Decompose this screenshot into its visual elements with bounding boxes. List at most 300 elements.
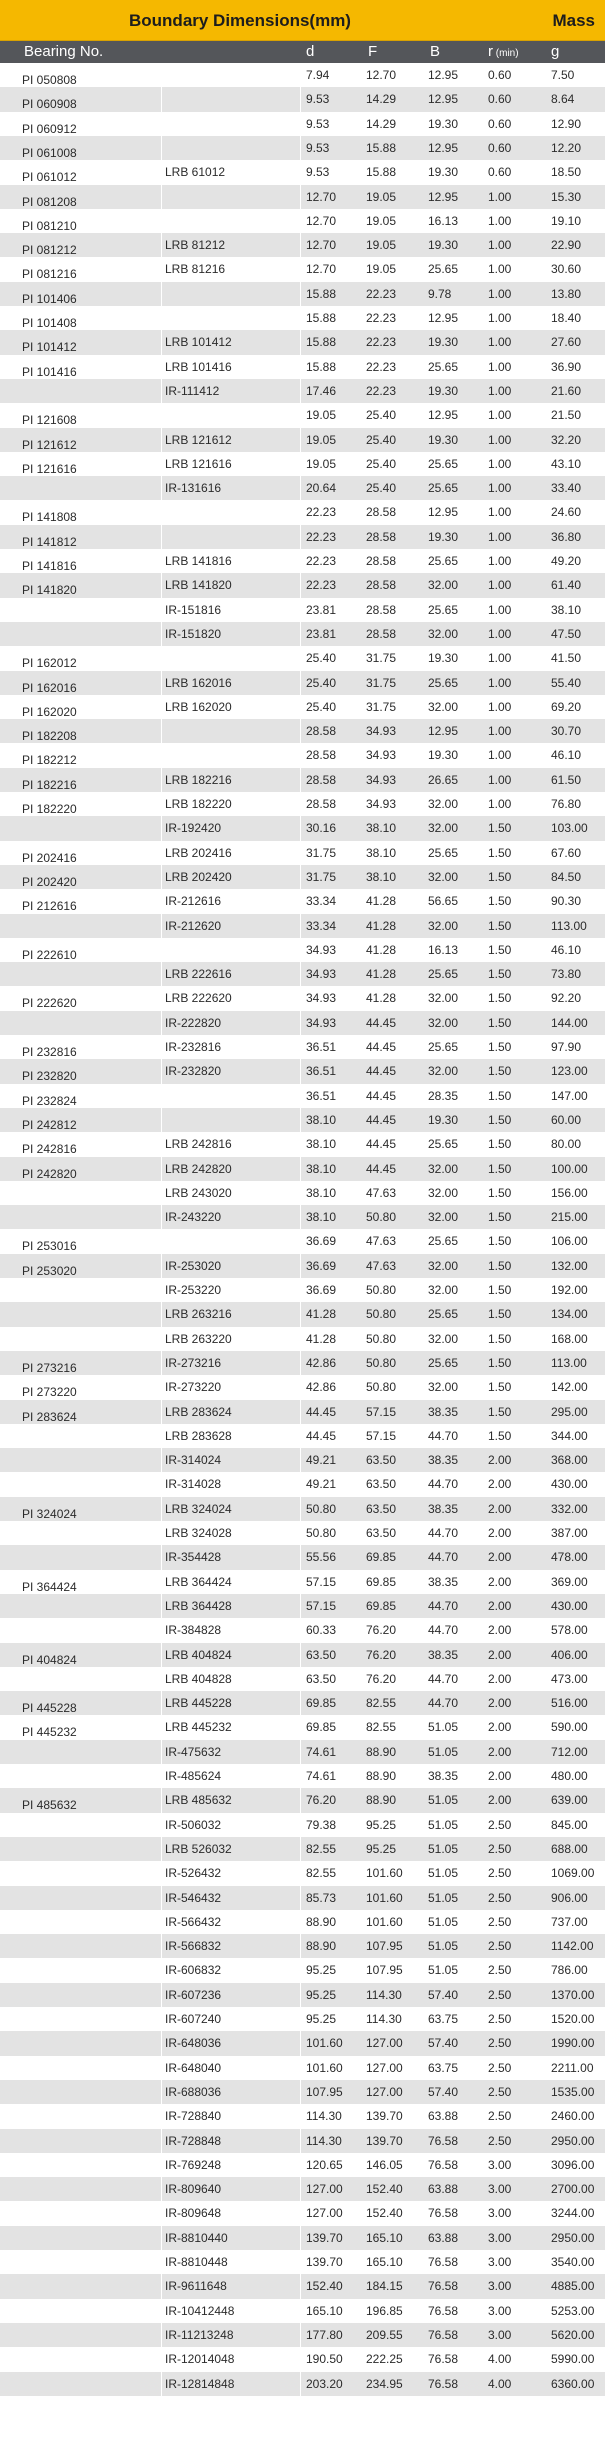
cell-bearing-alt: IR-11213248 xyxy=(165,2327,234,2342)
cell-F: 38.10 xyxy=(366,869,397,884)
cell-B: 19.30 xyxy=(428,335,459,350)
cell-d: 36.69 xyxy=(306,1283,337,1297)
cell-B: 9.78 xyxy=(428,286,452,301)
column-divider xyxy=(161,889,162,913)
cell-r: 1.50 xyxy=(488,1307,512,1322)
table-row xyxy=(0,2129,605,2153)
cell-bearing-alt: IR-8810440 xyxy=(165,2230,228,2245)
cell-bearing-pi: PI 121616 xyxy=(22,461,77,476)
table-row xyxy=(0,428,605,452)
cell-bearing-alt: LRB 324024 xyxy=(165,1501,232,1516)
cell-bearing-alt: IR-273220 xyxy=(165,1380,222,1395)
cell-bearing-pi: PI 162020 xyxy=(22,704,77,719)
cell-d: 25.40 xyxy=(306,675,337,690)
cell-B: 44.70 xyxy=(428,1428,459,1443)
mass-label: Mass xyxy=(552,11,595,30)
cell-B: 76.58 xyxy=(428,2157,459,2172)
column-divider xyxy=(161,962,162,986)
cell-g: 67.60 xyxy=(551,845,582,860)
cell-g: 30.60 xyxy=(551,262,582,277)
cell-B: 51.05 xyxy=(428,1866,459,1881)
cell-B: 32.00 xyxy=(428,1331,459,1346)
cell-g: 21.60 xyxy=(551,383,582,398)
cell-r: 1.00 xyxy=(488,311,512,325)
cell-d: 36.51 xyxy=(306,1040,337,1054)
column-divider xyxy=(161,1132,162,1156)
cell-B: 19.30 xyxy=(428,529,459,544)
column-divider xyxy=(300,1497,301,1521)
column-divider xyxy=(300,2347,301,2371)
cell-bearing-pi: PI 242820 xyxy=(22,1166,77,1181)
cell-B: 32.00 xyxy=(428,626,459,641)
cell-B: 25.65 xyxy=(428,1040,459,1054)
cell-g: 113.00 xyxy=(551,1355,587,1370)
column-divider xyxy=(161,1497,162,1521)
table-row xyxy=(0,500,605,524)
cell-B: 19.30 xyxy=(428,165,459,180)
cell-B: 32.00 xyxy=(428,1210,459,1225)
cell-F: 196.85 xyxy=(366,2303,403,2318)
cell-F: 63.50 xyxy=(366,1526,397,1540)
cell-F: 25.40 xyxy=(366,432,397,447)
column-divider xyxy=(300,841,301,865)
cell-bearing-alt: LRB 81216 xyxy=(165,262,226,277)
column-divider xyxy=(161,525,162,549)
cell-bearing-alt: LRB 101416 xyxy=(165,359,232,374)
cell-g: 430.00 xyxy=(551,1477,588,1492)
cell-g: 192.00 xyxy=(551,1283,588,1297)
cell-bearing-pi: PI 162016 xyxy=(22,680,77,695)
cell-d: 23.81 xyxy=(306,626,337,641)
cell-F: 95.25 xyxy=(366,1841,397,1856)
cell-r: 1.00 xyxy=(488,748,512,763)
cell-bearing-pi: PI 141812 xyxy=(22,534,77,549)
cell-g: 215.00 xyxy=(551,1210,588,1225)
cell-g: 516.00 xyxy=(551,1696,588,1711)
cell-F: 82.55 xyxy=(366,1720,397,1735)
cell-bearing-pi: PI 182216 xyxy=(22,777,77,792)
cell-bearing-pi: PI 182220 xyxy=(22,802,77,816)
cell-F: 44.45 xyxy=(366,1064,397,1079)
cell-d: 44.45 xyxy=(306,1428,337,1443)
cell-bearing-pi: PI 283624 xyxy=(22,1409,77,1424)
cell-g: 103.00 xyxy=(551,821,588,836)
table-row xyxy=(0,1157,605,1181)
cell-r: 1.50 xyxy=(488,1112,512,1127)
cell-g: 1990.00 xyxy=(551,2036,595,2051)
table-row xyxy=(0,2007,605,2031)
cell-g: 30.70 xyxy=(551,724,582,739)
column-divider xyxy=(161,1011,162,1035)
table-row xyxy=(0,233,605,257)
table-row xyxy=(0,2250,605,2274)
column-divider xyxy=(300,1327,301,1351)
column-divider xyxy=(300,816,301,840)
table-row xyxy=(0,768,605,792)
cell-d: 9.53 xyxy=(306,116,330,131)
column-divider xyxy=(300,2250,301,2274)
cell-F: 47.63 xyxy=(366,1258,397,1273)
cell-d: 165.10 xyxy=(306,2303,343,2318)
cell-bearing-alt: IR-648040 xyxy=(165,2060,222,2075)
cell-d: 95.25 xyxy=(306,1987,337,2002)
cell-d: 22.23 xyxy=(306,554,337,568)
column-divider xyxy=(161,160,162,184)
cell-r: 2.50 xyxy=(488,1841,512,1856)
cell-r: 0.60 xyxy=(488,140,512,155)
cell-r: 2.50 xyxy=(488,1866,512,1881)
cell-B: 32.00 xyxy=(428,1283,459,1297)
cell-B: 76.58 xyxy=(428,2352,459,2367)
cell-F: 22.23 xyxy=(366,359,397,374)
table-row xyxy=(0,1084,605,1108)
cell-r: 1.50 xyxy=(488,869,512,884)
cell-g: 90.30 xyxy=(551,894,582,909)
cell-d: 190.50 xyxy=(306,2352,343,2367)
table-row xyxy=(0,1983,605,2007)
cell-bearing-alt: LRB 445228 xyxy=(165,1696,232,1711)
cell-B: 51.05 xyxy=(428,1720,459,1735)
cell-bearing-pi: PI 253016 xyxy=(22,1239,77,1254)
cell-d: 152.40 xyxy=(306,2279,343,2294)
column-divider xyxy=(161,452,162,476)
cell-d: 33.34 xyxy=(306,894,337,909)
cell-B: 44.70 xyxy=(428,1623,459,1638)
cell-d: 38.10 xyxy=(306,1185,337,1200)
cell-d: 101.60 xyxy=(306,2060,343,2075)
column-divider xyxy=(161,1327,162,1351)
table-row xyxy=(0,160,605,184)
column-divider xyxy=(161,2250,162,2274)
cell-d: 12.70 xyxy=(306,262,337,277)
cell-g: 97.90 xyxy=(551,1040,582,1054)
column-divider xyxy=(161,1740,162,1764)
column-divider xyxy=(161,1958,162,1982)
cell-g: 132.00 xyxy=(551,1258,588,1273)
cell-g: 123.00 xyxy=(551,1064,588,1079)
cell-g: 480.00 xyxy=(551,1769,588,1783)
column-divider xyxy=(300,889,301,913)
table-row xyxy=(0,1181,605,1205)
column-divider xyxy=(300,2104,301,2128)
column-divider xyxy=(300,646,301,670)
cell-r: 2.50 xyxy=(488,2133,512,2148)
cell-r: 1.00 xyxy=(488,456,512,471)
column-divider xyxy=(161,2007,162,2031)
cell-d: 42.86 xyxy=(306,1380,337,1395)
cell-g: 406.00 xyxy=(551,1647,588,1662)
column-divider xyxy=(161,112,162,136)
cell-g: 295.00 xyxy=(551,1404,588,1419)
cell-B: 63.88 xyxy=(428,2109,459,2124)
table-row xyxy=(0,1400,605,1424)
table-row xyxy=(0,792,605,816)
cell-F: 76.20 xyxy=(366,1671,397,1686)
cell-bearing-alt: LRB 485632 xyxy=(165,1793,232,1808)
cell-B: 16.13 xyxy=(428,942,459,957)
cell-B: 63.88 xyxy=(428,2230,459,2245)
table-row xyxy=(0,1934,605,1958)
column-divider xyxy=(161,136,162,160)
cell-bearing-pi: PI 485632 xyxy=(22,1798,77,1813)
column-divider xyxy=(161,2372,162,2396)
cell-B: 16.13 xyxy=(428,213,459,228)
table-row xyxy=(0,914,605,938)
cell-B: 25.65 xyxy=(428,967,459,982)
cell-F: 76.20 xyxy=(366,1623,397,1638)
cell-d: 12.70 xyxy=(306,189,337,204)
table-row xyxy=(0,1691,605,1715)
cell-bearing-alt: LRB 182220 xyxy=(165,797,232,811)
cell-d: 20.64 xyxy=(306,481,337,496)
cell-r: 1.50 xyxy=(488,1088,512,1103)
cell-g: 55.40 xyxy=(551,675,582,690)
cell-bearing-alt: IR-728848 xyxy=(165,2133,222,2148)
cell-d: 177.80 xyxy=(306,2327,343,2342)
cell-bearing-pi: PI 061008 xyxy=(22,145,77,160)
column-divider xyxy=(161,63,162,87)
column-divider xyxy=(161,1229,162,1253)
col-d: d xyxy=(306,43,315,60)
column-divider xyxy=(300,1205,301,1229)
cell-r: 2.00 xyxy=(488,1550,512,1565)
cell-B: 76.58 xyxy=(428,2255,459,2269)
column-divider xyxy=(300,1424,301,1448)
cell-r: 2.50 xyxy=(488,1817,512,1832)
column-divider xyxy=(161,1788,162,1812)
cell-B: 76.58 xyxy=(428,2376,459,2391)
column-divider xyxy=(300,549,301,573)
column-divider xyxy=(161,792,162,816)
column-divider xyxy=(161,87,162,111)
cell-bearing-pi: PI 273216 xyxy=(22,1360,77,1375)
cell-g: 22.90 xyxy=(551,238,582,253)
cell-d: 127.00 xyxy=(306,2206,343,2221)
column-divider xyxy=(161,1254,162,1278)
cell-r: 1.50 xyxy=(488,1258,512,1273)
cell-B: 12.95 xyxy=(428,505,459,520)
column-divider xyxy=(161,743,162,767)
table-row xyxy=(0,549,605,573)
cell-r: 1.00 xyxy=(488,797,512,811)
cell-r: 1.00 xyxy=(488,262,512,277)
table-row xyxy=(0,136,605,160)
cell-B: 25.65 xyxy=(428,1137,459,1152)
cell-B: 19.30 xyxy=(428,116,459,131)
cell-bearing-alt: IR-475632 xyxy=(165,1744,222,1759)
cell-bearing-alt: IR-606832 xyxy=(165,1963,222,1978)
column-divider xyxy=(161,1472,162,1496)
cell-d: 57.15 xyxy=(306,1574,337,1589)
cell-bearing-pi: PI 404824 xyxy=(22,1652,77,1667)
cell-r: 2.00 xyxy=(488,1671,512,1686)
cell-g: 369.00 xyxy=(551,1574,588,1589)
cell-r: 3.00 xyxy=(488,2182,512,2197)
column-divider xyxy=(161,1983,162,2007)
column-divider xyxy=(300,1910,301,1934)
cell-r: 1.00 xyxy=(488,335,512,350)
cell-F: 222.25 xyxy=(366,2352,403,2367)
cell-g: 478.00 xyxy=(551,1550,588,1565)
cell-F: 165.10 xyxy=(366,2230,403,2245)
cell-d: 36.69 xyxy=(306,1258,337,1273)
column-divider xyxy=(161,1351,162,1375)
column-divider xyxy=(161,1934,162,1958)
cell-r: 2.00 xyxy=(488,1793,512,1808)
cell-bearing-alt: IR-222820 xyxy=(165,1015,222,1030)
cell-g: 1370.00 xyxy=(551,1987,595,2002)
cell-r: 1.50 xyxy=(488,1137,512,1152)
table-row xyxy=(0,1132,605,1156)
cell-g: 5620.00 xyxy=(551,2327,595,2342)
cell-F: 69.85 xyxy=(366,1598,397,1613)
cell-r: 1.00 xyxy=(488,359,512,374)
cell-g: 3540.00 xyxy=(551,2255,595,2269)
column-divider xyxy=(300,1934,301,1958)
cell-d: 44.45 xyxy=(306,1404,337,1419)
table-row xyxy=(0,962,605,986)
cell-r: 0.60 xyxy=(488,165,512,180)
cell-g: 21.50 xyxy=(551,408,582,423)
cell-bearing-alt: LRB 121616 xyxy=(165,456,232,471)
column-divider xyxy=(300,1108,301,1132)
table-row xyxy=(0,1108,605,1132)
column-divider xyxy=(161,622,162,646)
column-divider xyxy=(300,1011,301,1035)
cell-r: 2.00 xyxy=(488,1720,512,1735)
cell-bearing-pi: PI 182212 xyxy=(22,753,77,768)
cell-bearing-pi: PI 445232 xyxy=(22,1725,77,1740)
column-divider xyxy=(300,719,301,743)
cell-r: 1.00 xyxy=(488,213,512,228)
cell-d: 31.75 xyxy=(306,845,337,860)
cell-bearing-alt: IR-546432 xyxy=(165,1890,222,1905)
cell-F: 22.23 xyxy=(366,286,397,301)
cell-F: 50.80 xyxy=(366,1283,397,1297)
column-divider xyxy=(300,1084,301,1108)
cell-F: 101.60 xyxy=(366,1890,403,1905)
table-row xyxy=(0,743,605,767)
cell-g: 92.20 xyxy=(551,991,582,1006)
cell-F: 88.90 xyxy=(366,1744,397,1759)
cell-B: 12.95 xyxy=(428,408,459,423)
cell-d: 9.53 xyxy=(306,92,330,107)
cell-r: 2.50 xyxy=(488,1890,512,1905)
cell-g: 906.00 xyxy=(551,1890,588,1905)
cell-r: 2.00 xyxy=(488,1623,512,1638)
cell-F: 234.95 xyxy=(366,2376,403,2391)
table-row xyxy=(0,2299,605,2323)
cell-g: 19.10 xyxy=(551,213,582,228)
cell-F: 209.55 xyxy=(366,2327,403,2342)
cell-d: 57.15 xyxy=(306,1598,337,1613)
cell-F: 95.25 xyxy=(366,1817,397,1832)
cell-bearing-alt: IR-131616 xyxy=(165,481,222,496)
cell-d: 12.70 xyxy=(306,238,337,253)
cell-r: 1.50 xyxy=(488,1355,512,1370)
cell-g: 32.20 xyxy=(551,432,582,447)
cell-r: 1.50 xyxy=(488,1404,512,1419)
cell-bearing-alt: LRB 121612 xyxy=(165,432,232,447)
cell-F: 50.80 xyxy=(366,1307,397,1322)
table-row xyxy=(0,1254,605,1278)
cell-d: 107.95 xyxy=(306,2084,343,2099)
cell-g: 69.20 xyxy=(551,699,582,714)
cell-d: 28.58 xyxy=(306,772,337,787)
column-divider xyxy=(161,2226,162,2250)
cell-bearing-pi: PI 081216 xyxy=(22,267,77,282)
cell-F: 34.93 xyxy=(366,797,397,811)
table-row xyxy=(0,1764,605,1788)
cell-B: 32.00 xyxy=(428,797,459,811)
cell-d: 9.53 xyxy=(306,140,330,155)
cell-r: 3.00 xyxy=(488,2303,512,2318)
column-divider xyxy=(300,914,301,938)
column-divider xyxy=(300,525,301,549)
cell-g: 142.00 xyxy=(551,1380,588,1395)
cell-bearing-alt: LRB 162016 xyxy=(165,675,232,690)
cell-B: 12.95 xyxy=(428,311,459,325)
cell-r: 1.00 xyxy=(488,481,512,496)
cell-F: 25.40 xyxy=(366,456,397,471)
cell-r: 2.00 xyxy=(488,1744,512,1759)
column-divider xyxy=(161,598,162,622)
cell-B: 38.35 xyxy=(428,1647,459,1662)
cell-bearing-pi: PI 101412 xyxy=(22,340,77,355)
cell-F: 76.20 xyxy=(366,1647,397,1662)
column-divider xyxy=(161,1400,162,1424)
table-row xyxy=(0,671,605,695)
column-divider xyxy=(300,1375,301,1399)
cell-bearing-pi: PI 061012 xyxy=(22,170,77,185)
column-divider xyxy=(300,2372,301,2396)
cell-F: 19.05 xyxy=(366,189,397,204)
cell-g: 737.00 xyxy=(551,1914,588,1929)
column-divider xyxy=(161,1594,162,1618)
table-row xyxy=(0,1424,605,1448)
column-divider xyxy=(300,452,301,476)
cell-r: 1.50 xyxy=(488,1040,512,1054)
cell-bearing-alt: LRB 61012 xyxy=(165,165,226,180)
cell-B: 19.30 xyxy=(428,238,459,253)
cell-bearing-alt: IR-232816 xyxy=(165,1040,222,1054)
cell-bearing-pi: PI 050808 xyxy=(22,73,77,87)
cell-B: 12.95 xyxy=(428,92,459,107)
cell-bearing-alt: LRB 526032 xyxy=(165,1841,232,1856)
column-divider xyxy=(161,355,162,379)
table-row xyxy=(0,1715,605,1739)
column-divider xyxy=(161,1667,162,1691)
cell-d: 34.93 xyxy=(306,1015,337,1030)
cell-F: 127.00 xyxy=(366,2084,403,2099)
cell-r: 1.50 xyxy=(488,1185,512,1200)
cell-r: 1.00 xyxy=(488,626,512,641)
table-row xyxy=(0,2347,605,2371)
cell-bearing-alt: IR-8810448 xyxy=(165,2255,228,2269)
cell-r: 1.50 xyxy=(488,1210,512,1225)
table-row xyxy=(0,1545,605,1569)
cell-B: 57.40 xyxy=(428,2084,459,2099)
column-divider xyxy=(161,1108,162,1132)
cell-g: 1069.00 xyxy=(551,1866,595,1881)
cell-bearing-pi: PI 253020 xyxy=(22,1263,77,1278)
cell-bearing-alt: IR-314024 xyxy=(165,1453,222,1468)
column-divider xyxy=(300,2201,301,2225)
cell-bearing-alt: LRB 364424 xyxy=(165,1574,232,1589)
cell-F: 19.05 xyxy=(366,238,397,253)
table-row xyxy=(0,1497,605,1521)
cell-d: 25.40 xyxy=(306,651,337,666)
